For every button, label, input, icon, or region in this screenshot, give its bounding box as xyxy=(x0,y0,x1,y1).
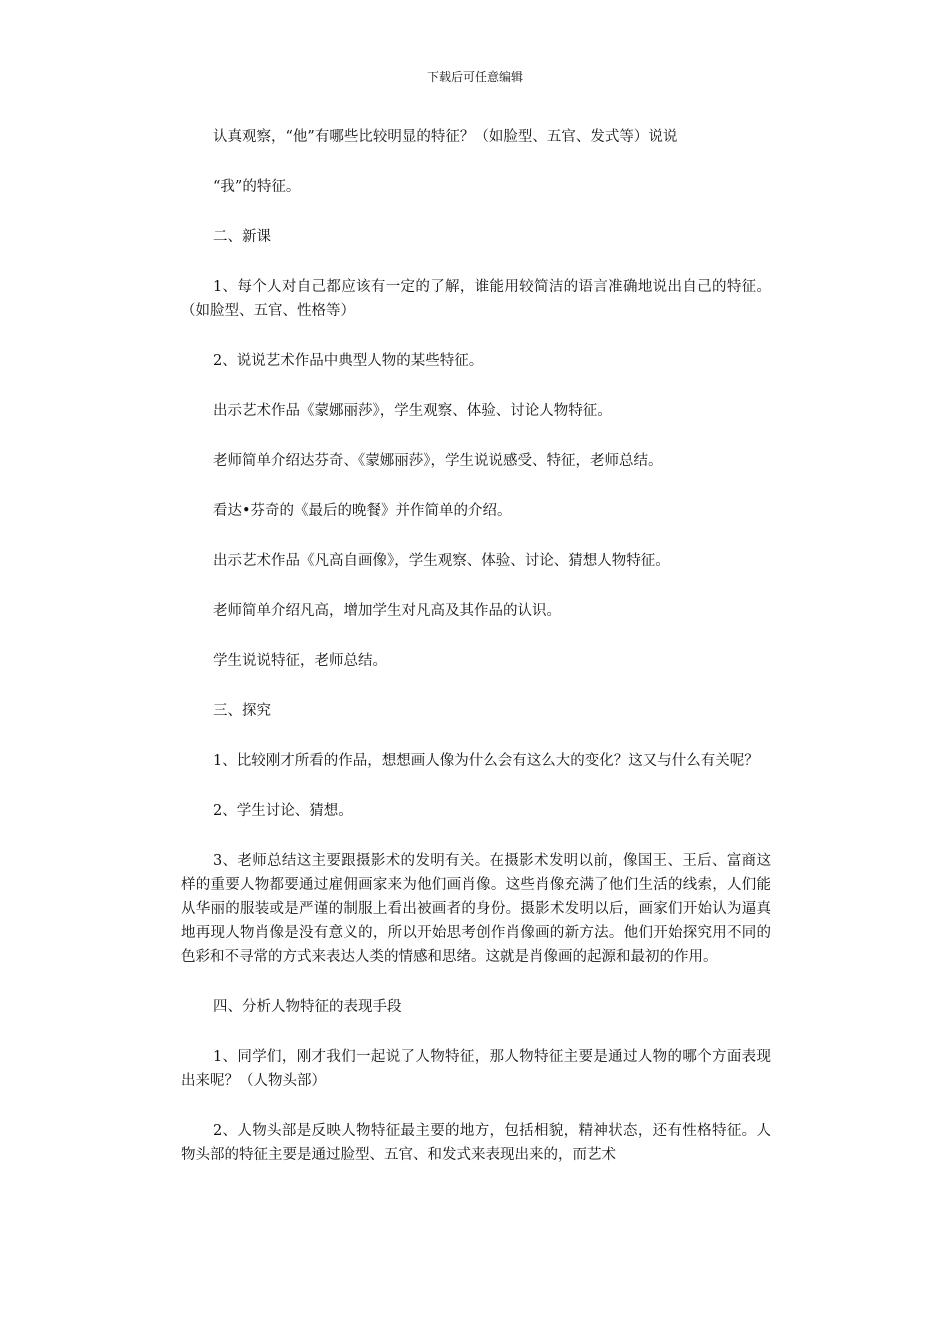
paragraph: 2、说说艺术作品中典型人物的某些特征。 xyxy=(213,353,484,369)
paragraph: 出示艺术作品《凡高自画像》，学生观察、体验、讨论、猜想人物特征。 xyxy=(213,553,670,569)
paragraph: 3、老师总结这主要跟摄影术的发明有关。在摄影术发明以前，像国王、王后、富商这样的重要人物都要通过雇佣画家来为他们画肖像。这些肖像充满了他们生活的线索，人们能从华丽的服装或是严谨的制服上看出被画者的身份。摄影术发明以后，画家们开始认为逼真地再现人物肖像是没有意义的，所以开始思考创作肖像画的新方法。他们开始探究用不同的色彩和不寻常的方式来表达人类的情感和思绪。这就是肖像画的起源和最初的作用。 xyxy=(181,853,771,965)
paragraph: 认真观察，“他”有哪些比较明显的特征？（如脸型、五官、发式等）说说 xyxy=(213,129,678,145)
paragraph: 老师简单介绍达芬奇、《蒙娜丽莎》，学生说说感受、特征，老师总结。 xyxy=(213,453,663,469)
paragraph: 学生说说特征，老师总结。 xyxy=(213,653,387,669)
paragraph: 看达•芬奇的《最后的晚餐》并作简单的介绍。 xyxy=(213,503,512,519)
paragraph: 1、每个人对自己都应该有一定的了解，谁能用较简洁的语言准确地说出自己的特征。（如脸型、五官、性格等） xyxy=(181,279,771,319)
section-heading: 二、新课 xyxy=(213,229,271,245)
paragraph: 1、同学们，刚才我们一起说了人物特征，那人物特征主要是通过人物的哪个方面表现出来呢？（人物头部） xyxy=(181,1049,771,1089)
document-body xyxy=(181,125,771,1193)
paragraph: 老师简单介绍凡高，增加学生对凡高及其作品的认识。 xyxy=(213,603,561,619)
paragraph: 出示艺术作品《蒙娜丽莎》，学生观察、体验、讨论人物特征。 xyxy=(213,403,612,419)
section-heading: 三、探究 xyxy=(213,703,271,719)
paragraph: 2、人物头部是反映人物特征最主要的地方，包括相貌，精神状态，还有性格特征。人物头部的特征主要是通过脸型、五官、和发式来表现出来的，而艺术 xyxy=(181,1123,771,1163)
page-header: 下载后可任意编辑 xyxy=(426,70,523,84)
paragraph: “我”的特征。 xyxy=(213,179,301,195)
paragraph: 2、学生讨论、猜想。 xyxy=(213,803,353,819)
paragraph: 1、比较刚才所看的作品，想想画人像为什么会有这么大的变化？这又与什么有关呢？ xyxy=(213,753,759,769)
section-heading: 四、分析人物特征的表现手段 xyxy=(213,999,402,1015)
